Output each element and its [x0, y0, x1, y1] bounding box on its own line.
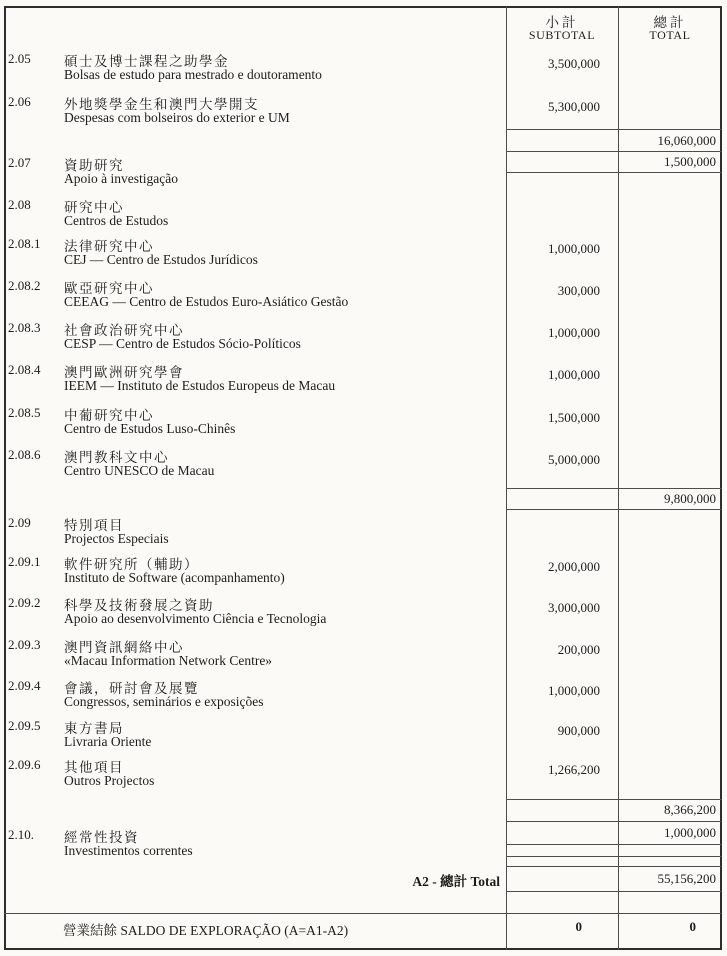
item-label-pt: CEEAG — Centro de Estudos Euro-Asiático Gestão	[64, 294, 349, 309]
item-code: 2.09.2	[8, 595, 41, 610]
item-code: 2.09.3	[8, 637, 41, 652]
grand-total-label: A2 - 總計 Total	[412, 874, 500, 889]
item-label-zh: 其他項目	[64, 760, 124, 775]
item-label-zh: 外地獎學金生和澳門大學開支	[64, 97, 259, 112]
item-label-pt: Outros Projectos	[64, 773, 155, 788]
item-code: 2.08.5	[8, 405, 41, 420]
item-label-pt: Investimentos correntes	[64, 843, 193, 858]
item-label-zh: 研究中心	[64, 200, 124, 215]
item-subtotal-value: 900,000	[557, 723, 600, 738]
item-subtotal-value: 1,000,000	[548, 325, 600, 340]
item-total-value: 1,000,000	[664, 825, 716, 840]
item-label-pt: CESP — Centro de Estudos Sócio-Políticos	[64, 336, 301, 351]
item-label-pt: Instituto de Software (acompanhamento)	[64, 570, 285, 585]
horizontal-rule	[506, 509, 722, 510]
item-code: 2.08.6	[8, 447, 41, 462]
grand-total-value: 55,156,200	[657, 871, 716, 886]
group-total-value: 9,800,000	[664, 491, 716, 506]
item-label-pt: Despesas com bolseiros do exterior e UM	[64, 110, 290, 125]
item-label-pt: Apoio à investigação	[64, 171, 178, 186]
item-label-zh: 特別項目	[64, 518, 124, 533]
item-label-zh: 資助研究	[64, 158, 124, 173]
item-label-zh: 經常性投資	[64, 830, 139, 845]
saldo-total-value: 0	[689, 919, 696, 934]
item-label-pt: Centro de Estudos Luso-Chinês	[64, 421, 236, 436]
horizontal-rule	[506, 799, 722, 800]
item-label-zh: 軟件研究所（輔助）	[64, 557, 199, 572]
item-label-pt: IEEM — Instituto de Estudos Europeus de Macau	[64, 378, 336, 393]
item-code: 2.08.4	[8, 362, 41, 377]
horizontal-rule	[506, 488, 722, 489]
item-label-zh: 會議，研討會及展覽	[64, 681, 199, 696]
item-subtotal-value: 5,300,000	[548, 99, 600, 114]
item-code: 2.10.	[8, 827, 34, 842]
item-label-pt: Livraria Oriente	[64, 734, 152, 749]
item-code: 2.09.1	[8, 554, 41, 569]
column-header-total-zh: 總計	[653, 15, 687, 30]
item-code: 2.06	[8, 94, 31, 109]
item-label-pt: Centros de Estudos	[64, 213, 169, 228]
item-subtotal-value: 1,266,200	[548, 762, 600, 777]
item-label-zh: 科學及技術發展之資助	[64, 598, 214, 613]
item-label-zh: 東方書局	[64, 721, 124, 736]
item-label-zh: 澳門歐洲研究學會	[64, 365, 184, 380]
item-label-pt: «Macau Information Network Centre»	[64, 653, 273, 668]
item-code: 2.08.3	[8, 320, 41, 335]
saldo-label: 營業結餘 SALDO DE EXPLORAÇÃO (A=A1-A2)	[63, 923, 349, 938]
item-label-zh: 碩士及博士課程之助學金	[64, 54, 229, 69]
item-label-pt: CEJ — Centro de Estudos Jurídicos	[64, 252, 258, 267]
item-label-zh: 中葡研究中心	[64, 408, 154, 423]
item-code: 2.08.2	[8, 278, 41, 293]
column-header-total: TOTAL	[649, 28, 691, 42]
column-header-subtotal-zh: 小計	[545, 15, 579, 30]
item-code: 2.05	[8, 51, 31, 66]
item-label-zh: 澳門教科文中心	[64, 450, 169, 465]
item-code: 2.09.5	[8, 718, 41, 733]
item-subtotal-value: 1,500,000	[548, 410, 600, 425]
item-label-pt: Projectos Especiais	[64, 531, 169, 546]
item-subtotal-value: 1,000,000	[548, 241, 600, 256]
saldo-subtotal-value: 0	[575, 919, 582, 934]
item-subtotal-value: 5,000,000	[548, 452, 600, 467]
horizontal-rule	[506, 821, 722, 822]
horizontal-rule	[4, 913, 722, 914]
item-subtotal-value: 200,000	[557, 642, 600, 657]
horizontal-rule	[506, 172, 722, 173]
item-subtotal-value: 3,000,000	[548, 600, 600, 615]
horizontal-rule	[506, 129, 722, 130]
column-header-subtotal: SUBTOTAL	[528, 28, 596, 42]
item-subtotal-value: 3,500,000	[548, 56, 600, 71]
item-label-zh: 社會政治研究中心	[64, 323, 184, 338]
horizontal-rule	[506, 856, 722, 857]
item-label-zh: 澳門資訊網絡中心	[64, 640, 184, 655]
item-subtotal-value: 1,000,000	[548, 367, 600, 382]
item-label-zh: 法律研究中心	[64, 239, 154, 254]
item-label-zh: 歐亞研究中心	[64, 281, 154, 296]
horizontal-rule	[506, 866, 722, 867]
item-subtotal-value: 300,000	[557, 283, 600, 298]
item-code: 2.07	[8, 155, 31, 170]
item-subtotal-value: 2,000,000	[548, 559, 600, 574]
group-total-value: 8,366,200	[664, 802, 716, 817]
horizontal-rule	[506, 844, 722, 845]
item-label-pt: Apoio ao desenvolvimento Ciência e Tecnologia	[64, 611, 327, 626]
vertical-rule-total	[618, 6, 619, 950]
item-subtotal-value: 1,000,000	[548, 683, 600, 698]
item-code: 2.08.1	[8, 236, 41, 251]
horizontal-rule	[506, 891, 722, 892]
item-label-pt: Congressos, seminários e exposições	[64, 694, 264, 709]
item-code: 2.09.6	[8, 757, 41, 772]
item-code: 2.09.4	[8, 678, 41, 693]
item-code: 2.09	[8, 515, 31, 530]
item-total-value: 1,500,000	[664, 154, 716, 169]
item-label-pt: Bolsas de estudo para mestrado e doutoramento	[64, 67, 322, 82]
horizontal-rule	[506, 151, 722, 152]
group-total-value: 16,060,000	[657, 133, 716, 148]
vertical-rule-subtotal	[506, 6, 507, 950]
item-code: 2.08	[8, 197, 31, 212]
item-label-pt: Centro UNESCO de Macau	[64, 463, 215, 478]
